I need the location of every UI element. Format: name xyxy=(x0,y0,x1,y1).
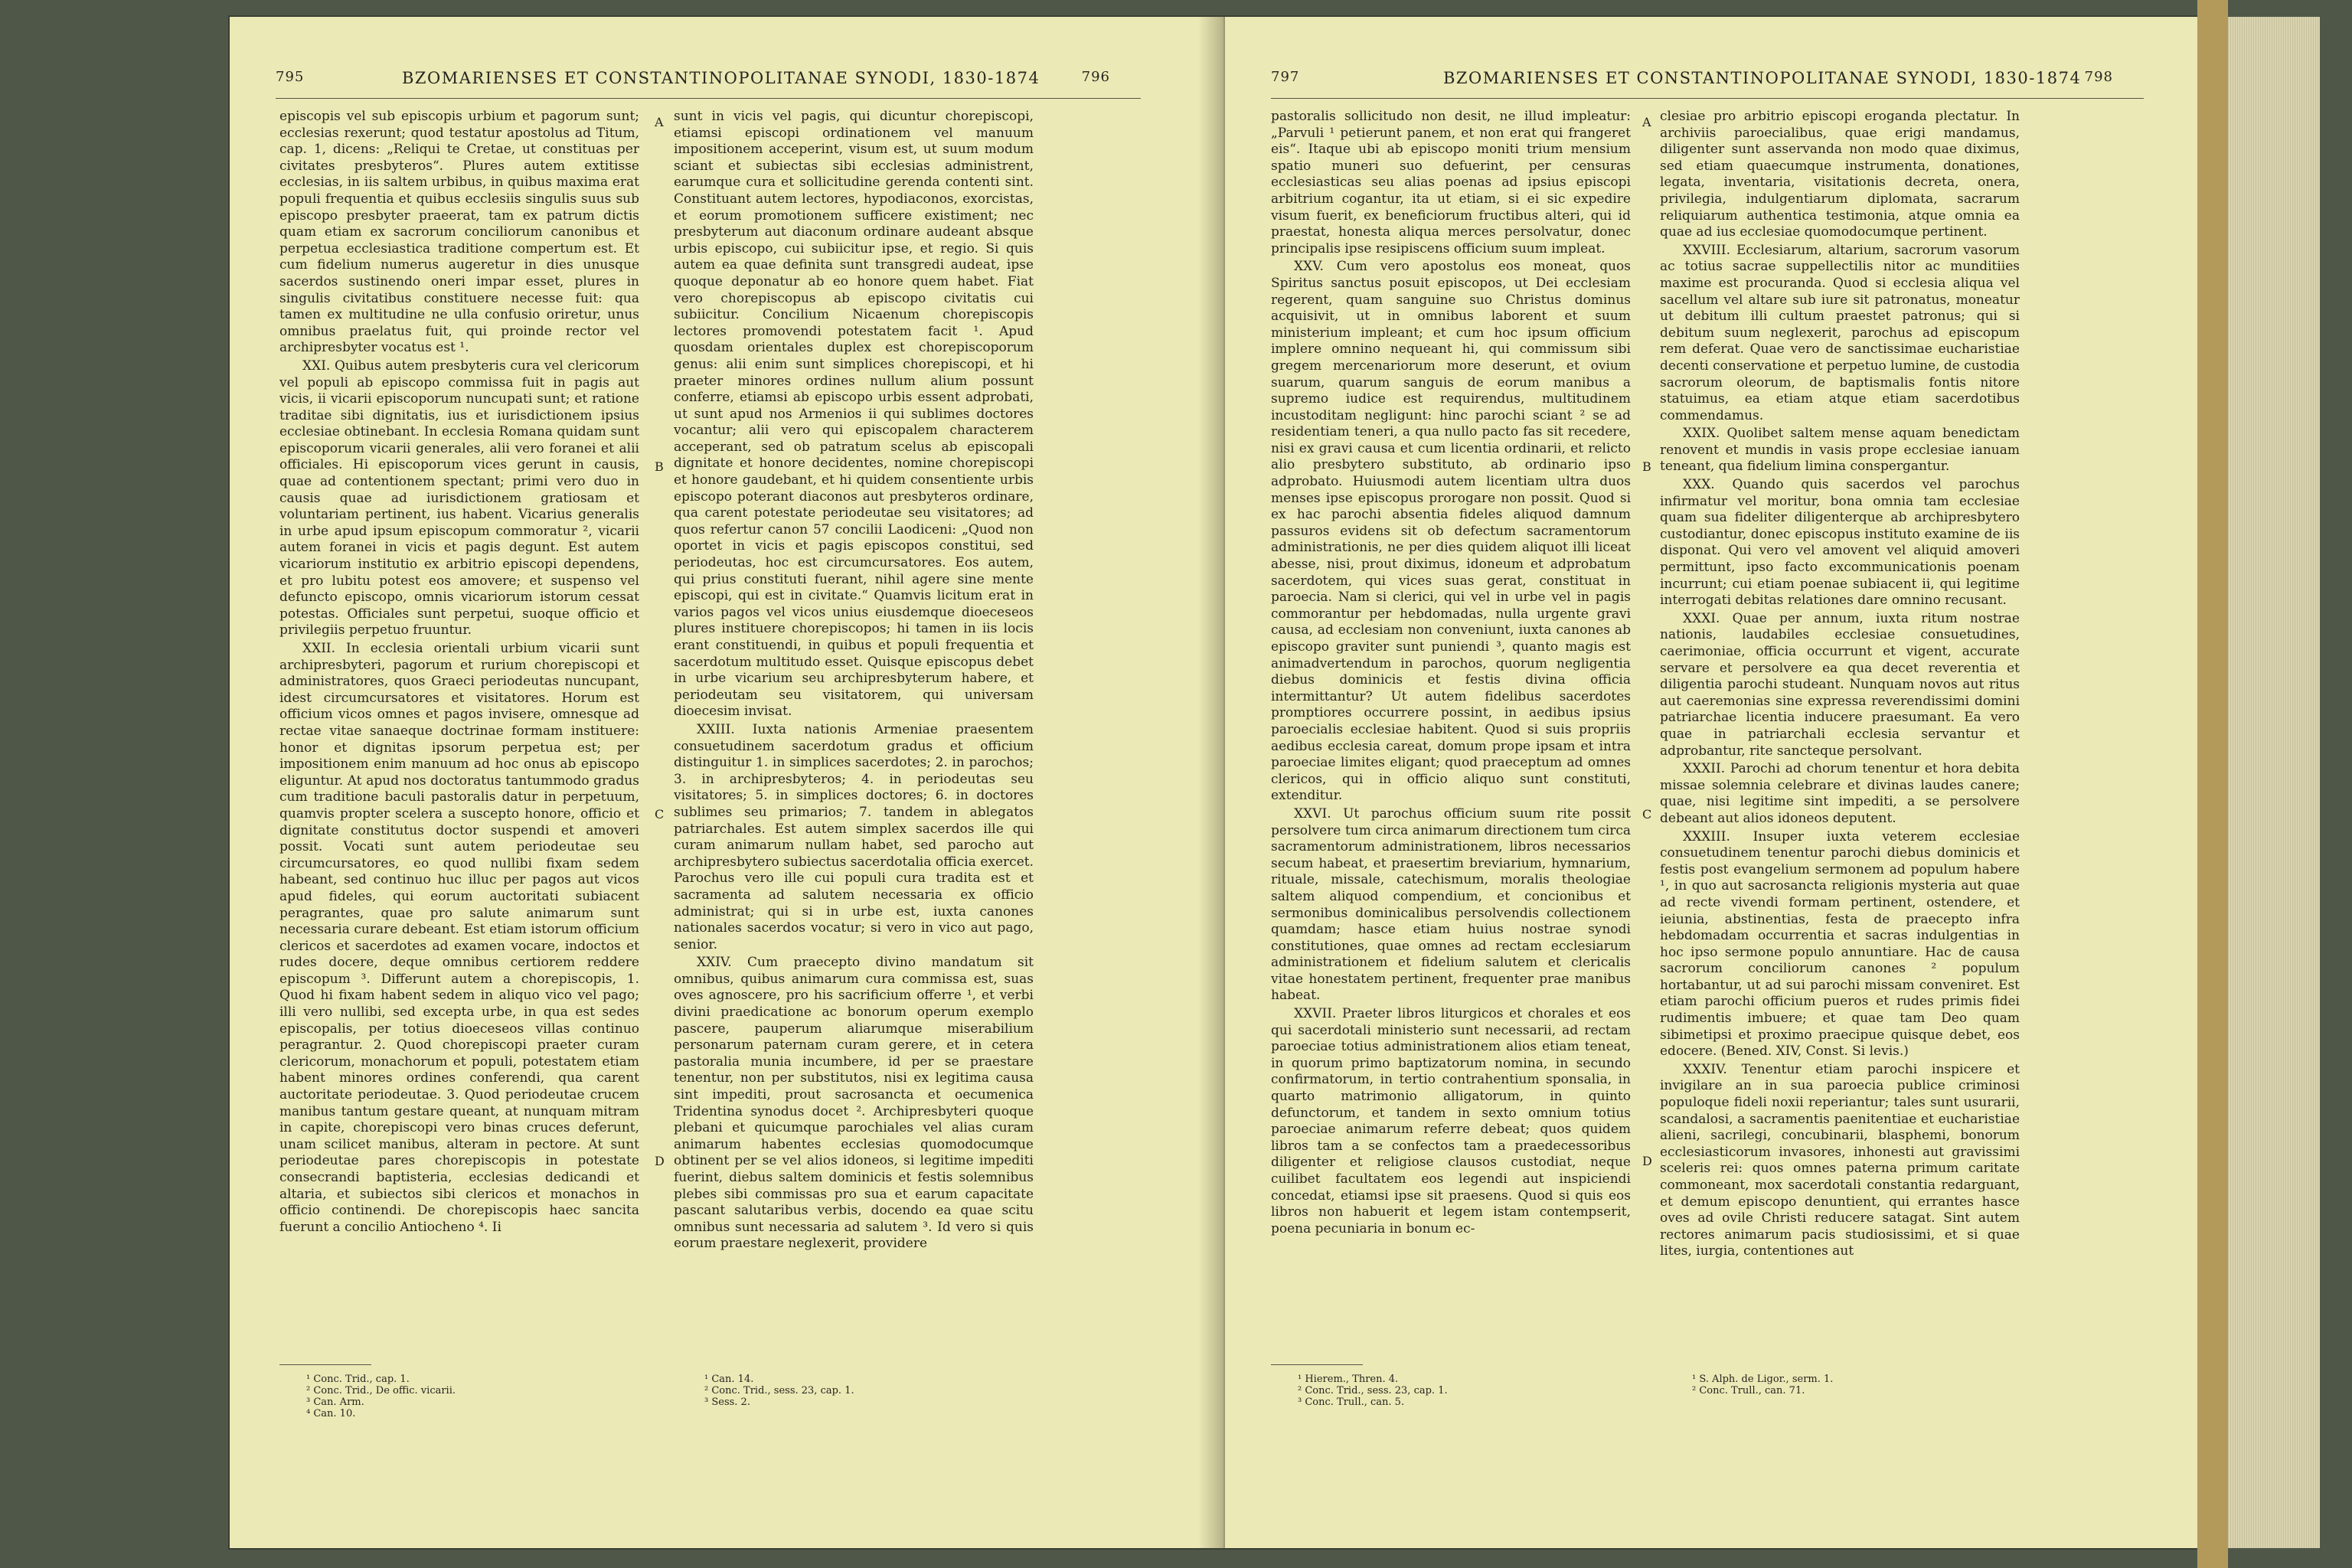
page-number: 796 xyxy=(1081,69,1110,85)
footnote: ¹ S. Alph. de Ligor., serm. 1. xyxy=(1692,1374,1834,1385)
paragraph: XXV. Cum vero apostolus eos moneat, quos Spiritus sanctus posuit episcopos, ut Dei ecclesiam regerent, quam sanguine suo Christus dominus acquisivit, ut in omnibus laborent et suum ministerium impleant; et cum hoc ipsum officium implere omnino nequeant hi, qui commissum sibi gregem mercenariorum more deserunt, et ovium suarum, quarum sanguis de eorum manibus a supremo iudice est requirendus, multitudinem incustoditam negligunt: hinc parochi sciant ² se ad residentiam teneri, a qua nullo pacto fas sit recedere, nisi ex gravi causa et cum licentia ordinarii, et relicto alio presbytero substituto, ab ordinario ipso adprobato. Huiusmodi autem licentiam ultra duos menses ipse episcopus prorogare non possit. Quod si ex hac parochi absentia fideles aliquod damnum passuros evidens sit ob defectum sacramentorum administrationis, ne per dies quidem aliquot illi liceat abesse, nisi, prout diximus, idoneum et adprobatum sacerdotem, qui vices suas gerat, constituat in paroecia. Nam si clerici, qui vel in urbe vel in pagis commorantur per hebdomadas, nulla urgente gravi causa, ad ecclesiam non conveniunt, iuxta canones ab episcopo graviter sunt puniendi ³, quanto magis est animadvertendum in parochos, quorum negligentia diebus dominicis et festis divina officia intermittantur? Ut autem fidelibus sacerdotes promptiores occurrere possint, in aedibus ipsius paroecialis ecclesiae habitent. Quod si suis propriis aedibus ecclesia careat, domum prope ipsam et intra paroeciae limites eligant; quod praeceptum ad omnes clericos, qui in officio aliquo sunt constituti, extenditur. xyxy=(1271,259,1631,804)
paragraph: XXII. In ecclesia orientali urbium vicarii sunt archipresbyteri, pagorum et rurium chorepiscopi et administratores, quos Graeci periodeutas nuncupant, idest circumcursatores et visitatores. Horum est officium vicos omnes et pagos invisere, omnesque ad rectae vitae sanaeque doctrinae formam instituere: honor et dignitas ipsorum perpetua est; per impositionem enim manuum ad hoc onus ab episcopo eliguntur. At apud nos doctoratus tantummodo gradus cum traditione baculi pastoralis datur in perpetuum, quamvis propter scelera a suscepto honore, officio et dignitate constitutus doctor suspendi et amoveri possit. Vocati sunt autem periodeutae seu circumcursatores, eo quod nullibi fixam sedem habeant, sed continuo huc illuc per pagos aut vicos apud fideles, qui eorum auctoritati subiacent peragrantes, quae pro salute animarum sunt necessaria curare debeant. Est etiam istorum officium clericos et sacerdotes ad examen vocare, indoctos et rudes docere, deque omnibus certiorem reddere episcopum ³. Differunt autem a chorepiscopis, 1. Quod hi fixam habent sedem in aliquo vico vel pago; illi vero nullibi, sed excepta urbe, in qua est sedes episcopalis, per totius dioeceseos villas continuo peragrantur. 2. Quod chorepiscopi praeter curam clericorum, monachorum et populi, potestatem etiam habent minores ordines conferendi, qua carent auctoritate periodeutae. 3. Quod periodeutae crucem manibus tantum gestare queant, at nunquam mitram in capite, chorepiscopi vero binas cruces deferunt, unam scilicet manibus, alteram in pectore. At sunt periodeutae pares chorepiscopis in potestate consecrandi baptisteria, ecclesias dedicandi et altaria, et subiectos sibi clericos et monachos in officio continendi. De chorepiscopis haec sancita fuerunt a concilio Antiocheno ⁴. Ii xyxy=(279,641,639,1235)
paragraph: XXXIII. Insuper iuxta veterem ecclesiae consuetudinem tenentur parochi diebus dominicis et festis post evangelium sermonem ad populum habere ¹, in quo aut sacrosancta religionis mysteria aut quae ad recte vivendi formam pertinent, ostendere, et ieiunia, abstinentias, festa de praecepto infra hebdomadam occurrentia et sacras indulgentias in hoc ipso sermone populo annuntiare. Hac de causa sacrorum conciliorum canones ² populum hortabantur, ut ad sui parochi missam conveniret. Est etiam parochi officium pueros et rudes primis fidei rudimentis imbuere; et quae tam Deo quam sibimetipsi et proximo praecipue quisque debet, eos edocere. (Bened. XIV, Const. Si levis.) xyxy=(1660,828,2020,1060)
book-cover-edge xyxy=(2197,0,2228,1568)
right-page xyxy=(1225,17,2213,1548)
margin-marker: A xyxy=(1642,115,1651,129)
footnotes xyxy=(1692,1374,1922,1396)
paragraph: pastoralis sollicitudo non desit, ne illud impleatur: „Parvuli ¹ petierunt panem, et non erat qui frangeret eis“. Itaque ubi ab episcopo moniti trium mensium spatio muneri suo defuerint, per censuras ecclesiasticas seu alias poenas ad ipsius episcopi arbitrium cogantur, ita ut etiam, si ei sic expedire visum fuerit, ex beneficiorum fructibus alteri, qui id praestat, honesta aliqua merces persolvatur, donec principalis ipse resipiscens officium suum impleat. xyxy=(1271,109,1631,256)
paragraph: XXIV. Cum praecepto divino mandatum sit omnibus, quibus animarum cura commissa est, suas oves agnoscere, pro his sacrificium offerre ¹, et verbi divini praedicatione ac bonorum operum exemplo pascere, pauperum aliarumque miserabilium personarum paternam curam gerere, et in cetera pastoralia munia incumbere, id per se praestare tenentur, non per substitutos, nisi ex legitima causa sint impediti, prout sacrosancta et oecumenica Tridentina synodus docet ². Archipresbyteri quoque plebani et quicumque parochiales vel alias curam animarum habentes ecclesias quomodocumque obtinent per se vel alios idoneos, si legitime impediti fuerint, diebus saltem dominicis et festis solemnibus plebes sibi commissas pro sua et earum capacitate pascant salutaribus verbis, docendo ea quae scitu omnibus sunt necessaria ad salutem ³. Id vero si quis eorum praestare neglexerit, providere xyxy=(674,955,1034,1252)
paragraph: XXIX. Quolibet saltem mense aquam benedictam renovent et mundis in vasis prope ecclesiae ianuam teneant, qua fidelium limina conspergantur. xyxy=(1660,426,2020,475)
margin-marker: B xyxy=(655,459,664,474)
paragraph: episcopis vel sub episcopis urbium et pagorum sunt; ecclesias rexerunt; quod testatur apostolus ad Titum, cap. 1, dicens: „Reliqui te Cretae, ut constituas per civitates presbyteros“. Plures autem extitisse ecclesias, in iis saltem urbibus, in quibus maxima erat populi frequentia et quibus ecclesiis singulis suus sub episcopo presbyter praeerat, tam ex patrum dictis quam etiam ex sacrorum conciliorum canonibus et perpetua ecclesiastica traditione compertum est. Et cum fidelium numerus augeretur in dies unusque sacerdos sustinendo oneri impar esset, plures in singulis civitatibus constituere necesse fuit: qua tamen ex multitudine ne ulla confusio oriretur, unus omnibus praelatus fuit, qui proinde rector vel archipresbyter vocatus est ¹. xyxy=(279,109,639,356)
page-edges xyxy=(2213,17,2320,1548)
margin-marker: A xyxy=(655,115,664,129)
paragraph: XXXII. Parochi ad chorum tenentur et hora debita missae solemnia celebrare et divinas laudes canere; quae, nisi legitime sint impediti, a se persolvere debeant aut alios idoneos deputent. xyxy=(1660,761,2020,826)
running-title: BZOMARIENSES ET CONSTANTINOPOLITANAE SYNODI, 1830-1874 xyxy=(402,69,1040,87)
footnote-rule xyxy=(279,1364,371,1365)
footnote: ³ Sess. 2. xyxy=(704,1396,750,1408)
running-header xyxy=(1256,63,2190,101)
book-spread xyxy=(230,17,2213,1548)
footnotes xyxy=(704,1374,934,1408)
footnotes xyxy=(1298,1374,1527,1408)
paragraph: XXXI. Quae per annum, iuxta ritum nostrae nationis, laudabiles ecclesiae consuetudines, caerimoniae, officia occurrunt et vigent, accurate servare et persolvere ea qua decet reverentia et diligentia parochi studeant. Nunquam novos aut ritus aut caeremonias sine expressa reverendissimi domini patriarchae licentia inducere praesumant. Ea vero quae in patriarchali ecclesia servantur et adprobantur, rite sancteque persolvant. xyxy=(1660,610,2020,759)
footnote: ² Conc. Trid., sess. 23, cap. 1. xyxy=(704,1385,854,1396)
header-rule xyxy=(276,98,1141,99)
margin-marker: B xyxy=(1642,459,1651,474)
margin-marker: C xyxy=(655,807,665,822)
paragraph: XXX. Quando quis sacerdos vel parochus infirmatur vel moritur, bona omnia tam ecclesiae quam sua fideliter diligenterque ab archipresbytero custodiantur, donec episcopus instituto examine de iis disponat. Qui vero vel amovent vel aliquid amoveri permittunt, ipso facto excommunicationis poenam incurrunt; cui etiam poenae subiacent ii, qui legitime interrogati debitas relationes dare omnino recusant. xyxy=(1660,477,2020,609)
page-number: 798 xyxy=(2084,69,2113,85)
footnote: ² Conc. Trid., sess. 23, cap. 1. xyxy=(1298,1385,1448,1396)
paragraph: XXVII. Praeter libros liturgicos et chorales et eos qui sacerdotali ministerio sunt necessarii, ad rectam paroeciae totius administrationem alios etiam teneat, in quorum primo baptizatorum nomina, in secundo confirmatorum, in tertio contrahentium sponsalia, in quarto matrimonio alligatorum, in quinto defunctorum, et tandem in sexto omnium totius paroeciae animarum referre debeat; quos quidem libros tam a se confectos tam a praedecessoribus diligenter et religiose clausos custodiat, neque cuilibet facultatem eos legendi aut inspiciendi concedat, etiamsi ipse sit praesens. Quod si quis eos libros non habuerit et legem istam contempserit, poena pecuniaria in bonum ec- xyxy=(1271,1006,1631,1236)
paragraph: XXVI. Ut parochus officium suum rite possit persolvere tum circa animarum directionem tum circa sacramentorum administrationem, libros necessarios secum habeat, et praesertim breviarium, hymnarium, rituale, missale, catechismum, moralis theologiae saltem aliquod compendium, et concionibus et sermonibus dominicalibus persolvendis collectionem quamdam; hasce etiam huius nostrae synodi constitutiones, quae omnes ad rectam ecclesiarum administrationem et fidelium salutem et clericalis vitae honestatem pertinent, frequenter prae manibus habeat. xyxy=(1271,805,1631,1004)
header-rule xyxy=(1271,98,2144,99)
text-column-1 xyxy=(279,109,639,1334)
page-number: 795 xyxy=(276,69,305,85)
footnote: ¹ Can. 14. xyxy=(704,1374,754,1385)
text-column-2 xyxy=(1660,109,2020,1334)
footnote-rule xyxy=(1271,1364,1363,1365)
margin-marker: C xyxy=(1642,807,1652,822)
footnote: ² Conc. Trull., can. 71. xyxy=(1692,1385,1805,1396)
paragraph: sunt in vicis vel pagis, qui dicuntur chorepiscopi, etiamsi episcopi ordinationem vel manuum impositionem acceperint, visum est, ut suum modum sciant et subiectas sibi ecclesias administrent, earumque cura et sollicitudine gerenda contenti sint. Constituant autem lectores, hypodiaconos, exorcistas, et eorum promotionem sufficere existiment; nec presbyterum aut diaconum ordinare audeant absque urbis episcopo, cui subiicitur ipse, et regio. Si quis autem ea quae definita sunt transgredi audeat, ipse quoque deponatur ab eo honore quem habet. Fiat vero chorepiscopus ab episcopo civitatis cui subiicitur. Concilium Nicaenum chorepiscopis lectores promovendi potestatem facit ¹. Apud quosdam orientales duplex est chorepiscoporum genus: alii enim sunt simplices chorepiscopi, et hi praeter minores ordines nullum alium possunt conferre, etiamsi ab episcopo urbis essent adprobati, ut sunt apud nos Armenios ii qui sublimes doctores vocantur; alii vero qui episcopalem characterem acceperant, sed ob patratum scelus ab episcopali dignitate et honore decidentes, nomine chorepiscopi et honore gaudebant, et hi quidem consentiente urbis episcopo poterant diaconos aut presbyteros ordinare, qua carent potestate periodeutae seu visitatores; ad quos refertur canon 57 concilii Laodiceni: „Quod non oportet in vicis et pagis episcopos constitui, sed periodeutas, hoc est circumcursatores. Eos autem, qui prius constituti fuerant, nihil agere sine mente episcopi, qui est in civitate.“ Quamvis licitum erat in varios pagos vel vicos unius eiusdemque dioeceseos plures instituere chorepiscopos; hi tamen in iis locis erant constituendi, in quibus et populi frequentia et sacerdotum multitudo esset. Quisque episcopus debet in urbe vicarium seu archipresbyterum habere, et periodeutam seu visitatorem, qui universam dioecesim invisat. xyxy=(674,109,1034,720)
footnote: ² Conc. Trid., De offic. vicarii. xyxy=(306,1385,456,1396)
paragraph: XXIII. Iuxta nationis Armeniae praesentem consuetudinem sacerdotum gradus et officium distinguitur 1. in simplices sacerdotes; 2. in parochos; 3. in archipresbyteros; 4. in periodeutas seu visitatores; 5. in simplices doctores; 6. in doctores sublimes seu primarios; 7. tandem in ablegatos patriarchales. Est autem simplex sacerdos ille qui curam animarum nullam habet, sed parocho aut archipresbytero subiectus sacerdotalia officia exercet. Parochus vero ille cui populi cura tradita est et sacramenta ad salutem necessaria ex officio administrat; qui si in urbe est, iuxta canones nationales sacerdos vocatur; si vero in vico aut pago, senior. xyxy=(674,721,1034,952)
paragraph: XXXIV. Tenentur etiam parochi inspicere et invigilare an in sua paroecia publice criminosi populoque fideli noxii reperiantur; tales sunt usurarii, scandalosi, a sacramentis paenitentiae et eucharistiae alieni, sacrilegi, concubinarii, blasphemi, bonorum ecclesiasticorum invasores, inhonesti aut gravissimi sceleris rei: quos omnes paterna primum caritate commoneant, mox sacerdotali constantia redarguant, et demum episcopo denuntient, qui errantes hasce oves ad ovile Christi reducere satagat. Sint autem rectores animarum pacis studiosissimi, et si quae lites, iurgia, contentiones aut xyxy=(1660,1061,2020,1259)
footnotes xyxy=(306,1374,536,1419)
page-number: 797 xyxy=(1271,69,1300,85)
paragraph: XXVIII. Ecclesiarum, altarium, sacrorum vasorum ac totius sacrae suppellectilis nitor ac munditiies maxime est procuranda. Quod si ecclesia aliqua vel sacellum vel altare sub iure sit patronatus, moneatur ut debitum illi cultum praestet patronus; qui si debitum suum neglexerit, parochus ad episcopum rem deferat. Quae vero de sanctissimae eucharistiae decenti conservatione et perpetuo lumine, de custodia sacrorum oleorum, de baptismalis fontis nitore statuimus, ea etiam atque etiam sacerdotibus commendamus. xyxy=(1660,242,2020,423)
footnote: ¹ Conc. Trid., cap. 1. xyxy=(306,1374,410,1385)
running-title: BZOMARIENSES ET CONSTANTINOPOLITANAE SYNODI, 1830-1874 xyxy=(1443,69,2082,87)
footnote: ¹ Hierem., Thren. 4. xyxy=(1298,1374,1399,1385)
footnote: ³ Conc. Trull., can. 5. xyxy=(1298,1396,1405,1408)
running-header xyxy=(260,63,1194,101)
margin-marker: D xyxy=(655,1154,665,1168)
footnote: ⁴ Can. 10. xyxy=(306,1408,356,1419)
text-column-1 xyxy=(1271,109,1631,1334)
paragraph: XXI. Quibus autem presbyteris cura vel clericorum vel populi ab episcopo commissa fuit in pagis aut vicis, ii vicarii episcoporum nuncupati sunt; et ratione traditae sibi dignitatis, ius et iurisdictionem ipsius ecclesiae obtinebant. In ecclesia Romana quidam sunt episcoporum vicarii generales, alii vero foranei et alii officiales. Hi episcoporum vices gerunt in causis, quae ad contentionem spectant; primi vero duo in causis quae ad iurisdictionem gratiosam et voluntariam pertinent, ius habent. Vicarius generalis in urbe apud ipsum episcopum commoratur ², vicarii autem foranei in vicis et pagis degunt. Est autem vicariorum institutio ex arbitrio episcopi dependens, et pro lubitu potest eos amovere; et suspenso vel defuncto episcopo, omnis vicariorum istorum cessat potestas. Officiales sunt perpetui, suoque officio et privilegiis perpetuo fruuntur. xyxy=(279,358,639,639)
footnote: ³ Can. Arm. xyxy=(306,1396,364,1408)
paragraph: clesiae pro arbitrio episcopi eroganda plectatur. In archiviis paroecialibus, quae erigi mandamus, diligenter sunt asservanda non modo quae diximus, sed etiam quaecumque instrumenta, donationes, legata, inventaria, visitationis decreta, onera, privilegia, indulgentiarum diplomata, sacrarum reliquiarum authentica testimonia, atque omnia ea quae ad ius ecclesiae quomodocumque pertinent. xyxy=(1660,109,2020,240)
margin-marker: D xyxy=(1642,1154,1652,1168)
text-column-2 xyxy=(674,109,1034,1334)
left-page xyxy=(230,17,1217,1548)
